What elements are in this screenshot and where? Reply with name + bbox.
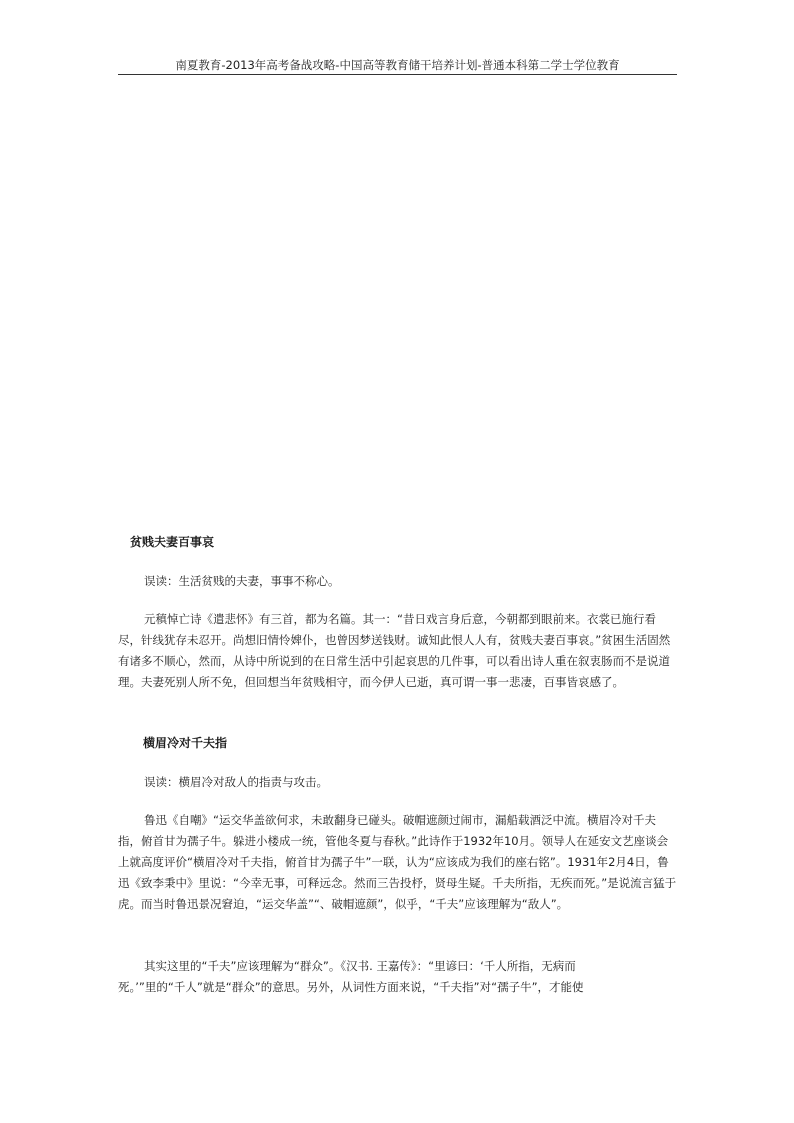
misreading-poverty: 误读：生活贫贱的夫妻，事事不称心。 xyxy=(144,574,340,588)
section-heading-poverty: 贫贱夫妻百事哀 xyxy=(130,535,215,549)
paragraph-line: 死。’”里的“千人”就是“群众”的意思。另外，从词性方面来说，“千夫指”对“孺子牛”，才能使 xyxy=(118,980,584,994)
paragraph-lu-xun-body: 鲁迅《自嘲》“运交华盖欲何求，未敢翻身已碰头。破帽遮颜过闹市，漏船载酒泛中流。横眉冷对千夫指，俯首甘为孺子牛。躲进小楼成一统，管他冬夏与春秋。”此诗作于1932年10月。领导人在延安文艺座谈会上就高度评价“横眉冷对千夫指，俯首甘为孺子牛”一联，认为“应该成为我们的座右铭”。1931年2月4日，鲁迅《致李秉中》里说：“今幸无事，可释远念。然而三告投杼，贤母生疑。千夫所指，无疾而死。”是说流言猛于虎。而当时鲁迅景况窘迫，“运交华盖”“、破帽遮颜”，似乎，“千夫”应该理解为“敌人”。 xyxy=(118,813,677,911)
page-header: 南夏教育-2013年高考备战攻略-中国高等教育储干培养计划-普通本科第二学士学位教育 xyxy=(118,58,677,75)
paragraph-line: 其实这里的“千夫”应该理解为“群众”。《汉书. 王嘉传》：“里谚曰：‘千人所指，无病而 xyxy=(144,959,576,973)
paragraph-thousand-men xyxy=(118,956,678,998)
section-heading-lu-xun: 横眉冷对千夫指 xyxy=(143,736,228,750)
paragraph-poverty-body: 元稹悼亡诗《遣悲怀》有三首，都为名篇。其一：“昔日戏言身后意，今朝都到眼前来。衣裳已施行看尽，针线犹存未忍开。尚想旧情怜婢仆，也曾因梦送钱财。诚知此恨人人有，贫贱夫妻百事哀。”贫困生活固然有诸多不顺心，然而，从诗中所说到的在日常生活中引起哀思的几件事，可以看出诗人重在叙衷肠而不是说道理。夫妻死别人所不免，但回想当年贫贱相守，而今伊人已逝，真可谓一事一悲凄，百事皆哀感了。 xyxy=(118,612,671,689)
misreading-lu-xun: 误读：横眉冷对敌人的指责与攻击。 xyxy=(144,775,328,789)
